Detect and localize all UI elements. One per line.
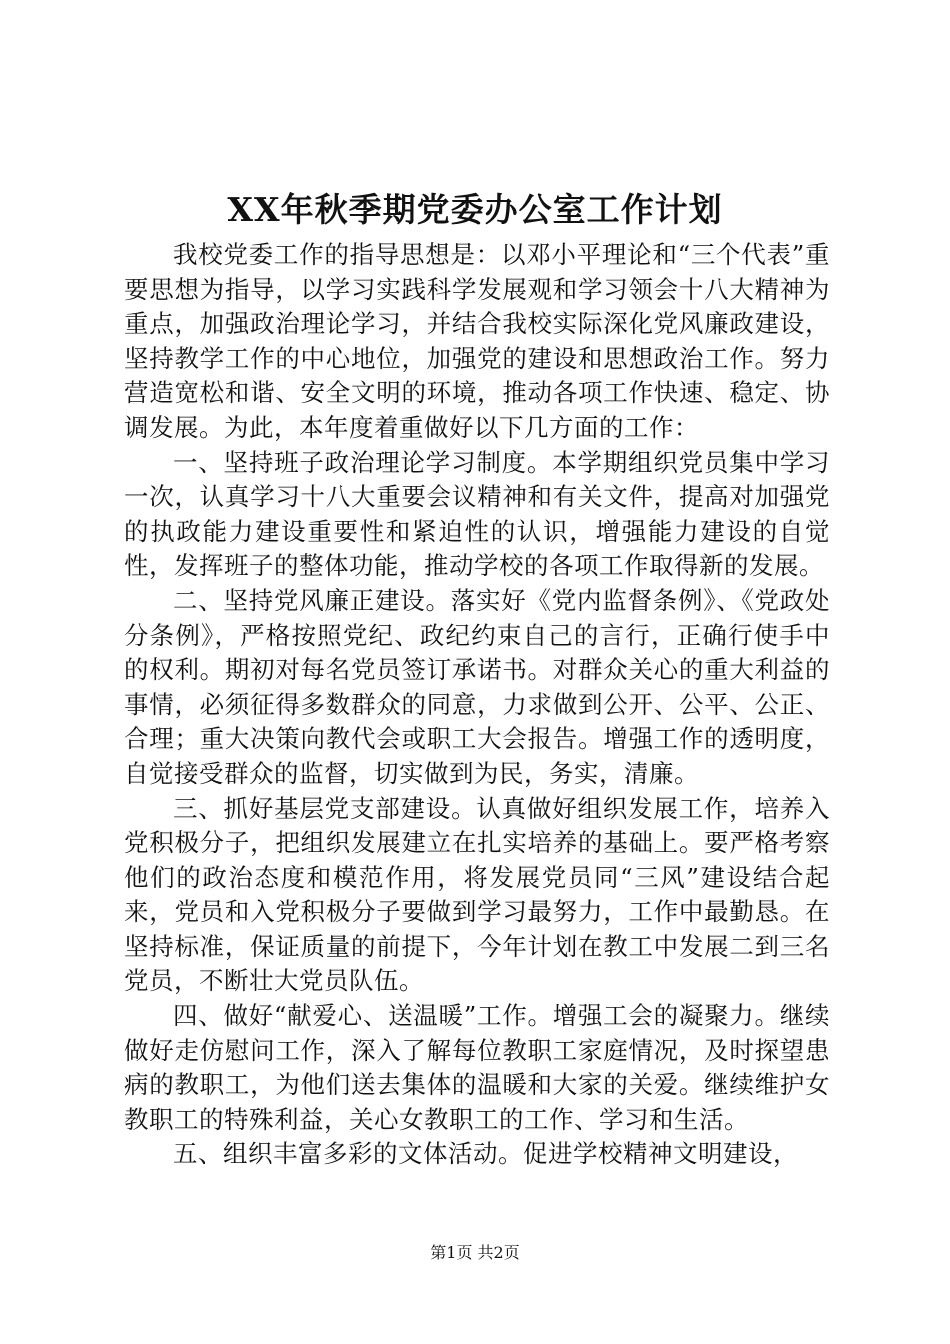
paragraph-item-2: 二、坚持党风廉正建设。落实好《党内监督条例》、《党政处分条例》，严格按照党纪、政纪约束自己的言行，正确行使手中的权利。期初对每名党员签订承诺书。对群众关心的重大利益的事情，必须征得多数群众的同意，力求做到公开、公平、公正、合理；重大决策向教代会或职工大会报告。增强工作的透明度，自觉接受群众的监督，切实做到为民，务实，清廉。 [124,585,830,788]
paragraph-guiding-ideology: 我校党委工作的指导思想是：以邓小平理论和“三个代表”重要思想为指导，以学习实践科学发展观和学习领会十八大精神为重点，加强政治理论学习，并结合我校实际深化党风廉政建设，坚持教学工作的中心地位，加强党的建设和思想政治工作。努力营造宽松和谐、安全文明的环境，推动各项工作快速、稳定、协调发展。为此，本年度着重做好以下几方面的工作： [124,240,830,442]
paragraph-item-4: 四、做好“献爱心、送温暖”工作。增强工会的凝聚力。继续做好走仿慰问工作，深入了解每位教职工家庭情况，及时探望患病的教职工，为他们送去集体的温暖和大家的关爱。继续维护女教职工的特殊利益，关心女教职工的工作、学习和生活。 [124,1001,830,1134]
page-number-footer: 第1页 共2页 [430,1243,520,1262]
document-body [124,238,830,1172]
paragraph-item-5: 五、组织丰富多彩的文体活动。促进学校精神文明建设， [173,1139,798,1169]
paragraph-item-3: 三、抓好基层党支部建设。认真做好组织发展工作，培养入党积极分子，把组织发展建立在扎实培养的基础上。要严格考察他们的政治态度和模范作用，将发展党员同“三风”建设结合起来，党员和入党积极分子要做到学习最努力，工作中最勤恳。在坚持标准，保证质量的前提下，今年计划在教工中发展二到三名党员，不断壮大党员队伍。 [124,793,830,996]
paragraph-item-1: 一、坚持班子政治理论学习制度。本学期组织党员集中学习一次，认真学习十八大重要会议精神和有关文件，提高对加强党的执政能力建设重要性和紧迫性的认识，增强能力建设的自觉性，发挥班子的整体功能，推动学校的各项工作取得新的发展。 [124,447,830,581]
document-title: XX年秋季期党委办公室工作计划 [227,190,723,229]
